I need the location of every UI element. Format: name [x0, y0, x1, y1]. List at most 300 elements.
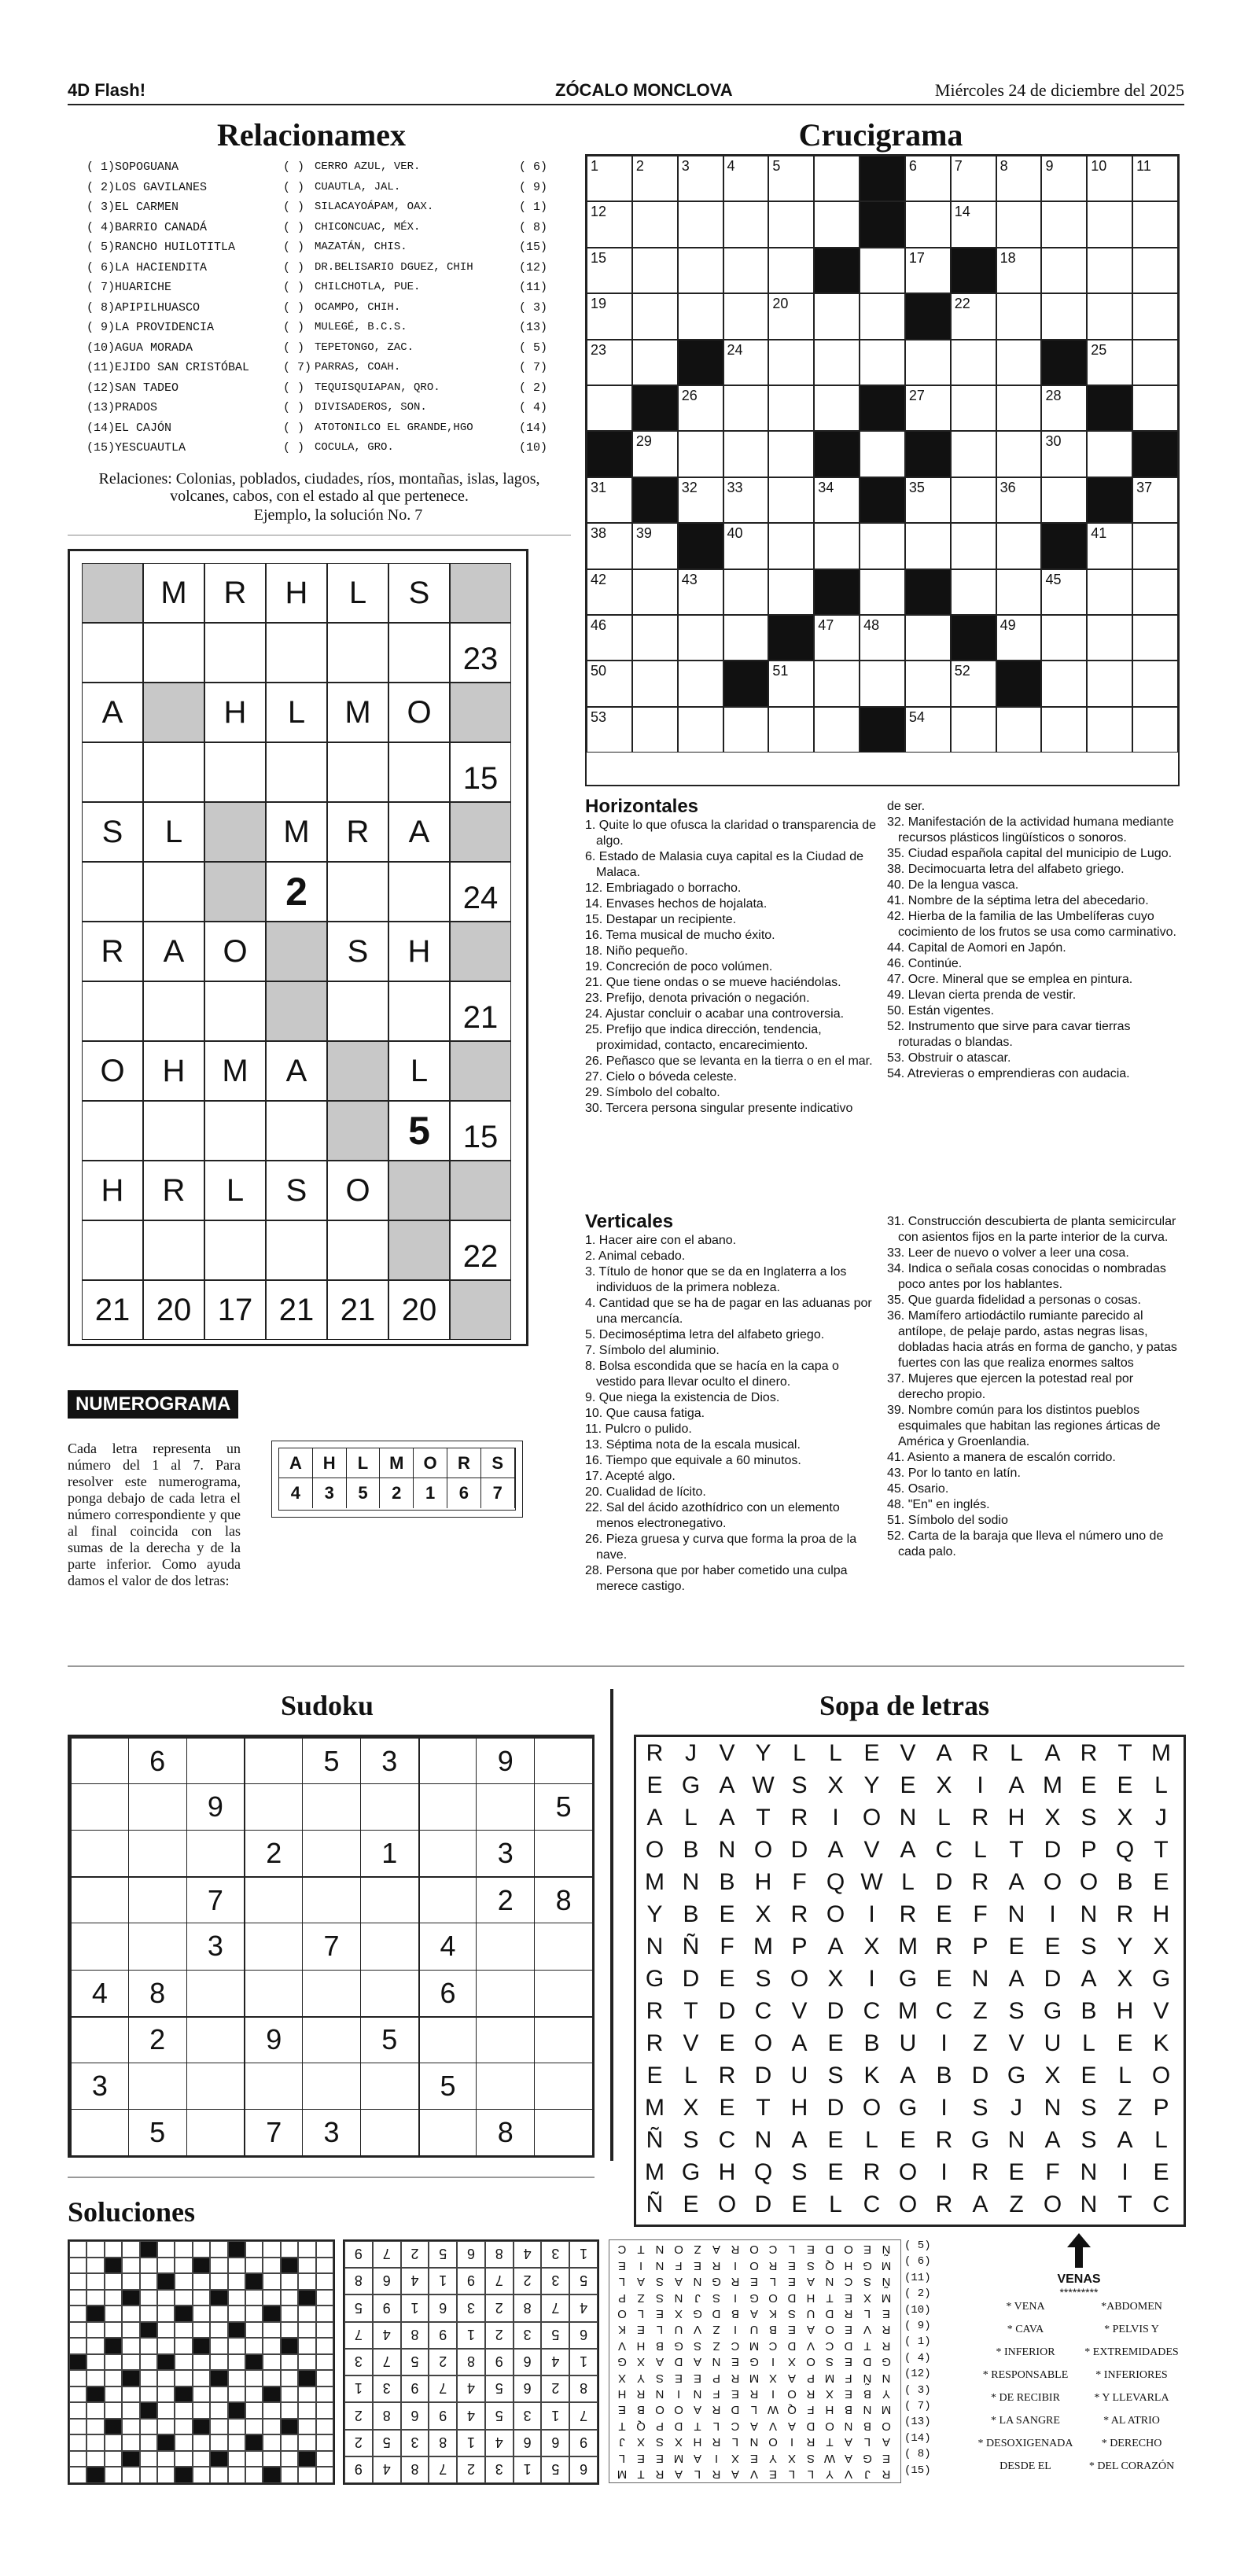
- sopa-letter: A: [1080, 1965, 1097, 1992]
- solution-sopa-letter: G: [693, 2307, 702, 2320]
- solution-crossword-cell: [228, 2467, 245, 2483]
- solution-sopa-letter: N: [655, 2243, 664, 2257]
- solution-crossword-cell: [228, 2419, 245, 2435]
- clue-number: 19: [591, 296, 607, 312]
- sudoku-cell: [186, 2109, 245, 2155]
- solution-sudoku-cell: 2: [541, 2375, 569, 2402]
- solution-sopa-letter: L: [788, 2243, 796, 2257]
- solution-sudoku-cell: 6: [514, 2430, 542, 2456]
- solution-sudoku-cell: 6: [514, 2375, 542, 2402]
- solution-sudoku-cell: 6: [541, 2430, 569, 2456]
- sopa-letter: A: [827, 1836, 844, 1863]
- solution-sopa-letter: D: [712, 2307, 721, 2320]
- solution-crossword-cell: [210, 2402, 227, 2419]
- sudoku-cell: [302, 1970, 360, 2016]
- solution-sopa-letter: D: [825, 2243, 834, 2257]
- crossword-cell: [905, 661, 951, 706]
- crossword-cell: [723, 340, 769, 385]
- crossword-cell: [860, 201, 905, 247]
- sudoku-cell: 8: [128, 1970, 186, 2016]
- sopa-letter: U: [899, 2030, 917, 2056]
- solution-sudoku-cell: 4: [514, 2241, 542, 2268]
- crossword-cell: [1041, 385, 1087, 431]
- crossword-cell: [678, 477, 723, 523]
- solution-sopa-letter: R: [636, 2387, 646, 2401]
- solution-sopa-letter: W: [767, 2403, 779, 2417]
- solution-crossword-cell: [245, 2402, 263, 2419]
- solution-sudoku-cell: 6: [401, 2402, 429, 2429]
- sopa-letter: T: [756, 2094, 771, 2121]
- clue-number: 1: [591, 158, 599, 174]
- sopa-letter: R: [790, 1804, 808, 1831]
- sudoku-cell: [128, 1830, 186, 1876]
- rel-answer-box: ( ): [283, 340, 305, 355]
- sopa-letter: N: [899, 1804, 917, 1831]
- solution-crossword-cell: [140, 2273, 157, 2290]
- crossword-cell: [723, 523, 769, 569]
- solution-crossword-cell: [210, 2273, 227, 2290]
- rel-right-item: SILACAYOÁPAM, OAX.: [315, 201, 434, 213]
- clue-number: 37: [1136, 479, 1153, 495]
- crossword-cell: [905, 615, 951, 661]
- solution-sopa-letter: L: [863, 2307, 871, 2320]
- crossword-cell: [860, 248, 905, 293]
- solution-sopa-letter: D: [825, 2307, 834, 2320]
- solution-sopa-letter: N: [749, 2435, 759, 2449]
- key-number: 5: [347, 1478, 381, 1508]
- clue-item: 31. Construcción descubierta de planta semicircular con asientos fijos en la parte interior de la curva.: [887, 1215, 1176, 1244]
- divider: [610, 1689, 613, 2161]
- sopa-letter: B: [863, 2030, 880, 2056]
- sopa-letter: N: [1007, 2126, 1025, 2153]
- sopa-letter: Z: [973, 2030, 988, 2056]
- sopa-letter: B: [1080, 1997, 1097, 2024]
- solution-sopa-letter: B: [845, 2403, 853, 2417]
- sopa-letter: Y: [755, 1739, 771, 1766]
- numerograma-cell: [450, 802, 511, 862]
- rel-right-item: CERRO AZUL, VER.: [315, 160, 421, 173]
- solution-sudoku-cell: 3: [485, 2456, 514, 2483]
- clue-item: 43. Por lo tanto en latín.: [887, 1466, 1021, 1480]
- solution-rel-num: ( 2): [904, 2287, 931, 2301]
- sopa-letter: Y: [1117, 1933, 1133, 1960]
- clue-item: 44. Capital de Aomori en Japón.: [887, 941, 1066, 955]
- solution-sopa-letter: M: [673, 2451, 684, 2465]
- crossword-cell: [951, 707, 996, 753]
- solution-sopa-letter: X: [826, 2387, 834, 2401]
- sopa-letter: N: [754, 2126, 772, 2153]
- relacionamex-example: Ejemplo, la solución No. 7: [253, 506, 423, 524]
- sopa-letter: E: [646, 2062, 663, 2088]
- venas-title: VENAS: [1057, 2272, 1101, 2286]
- solution-crossword-cell: [122, 2290, 139, 2306]
- solution-sopa-letter: L: [788, 2467, 796, 2481]
- solution-rel-num: (13): [904, 2416, 931, 2429]
- crossword-cell: [1087, 340, 1132, 385]
- solution-crossword-cell: [122, 2467, 139, 2483]
- sopa-letter: L: [1154, 1772, 1168, 1798]
- crossword-cell: [768, 523, 814, 569]
- sudoku-cell: [302, 1783, 360, 1830]
- crossword-cell: [1087, 385, 1132, 431]
- solution-rel-num: (14): [904, 2431, 931, 2445]
- solution-sopa-letter: A: [845, 2451, 853, 2465]
- crossword-cell: [632, 201, 678, 247]
- clue-number: 4: [727, 158, 735, 174]
- crossword-cell: [951, 156, 996, 201]
- sopa-letter: L: [1082, 2030, 1095, 2056]
- solution-crossword-cell: [263, 2273, 280, 2290]
- sopa-letter: Ñ: [682, 1933, 700, 1960]
- rel-right-item: OCAMPO, CHIH.: [315, 300, 401, 314]
- sopa-letter: R: [935, 2126, 953, 2153]
- solution-sopa-letter: Z: [712, 2323, 720, 2337]
- solution-crossword-cell: [210, 2354, 227, 2371]
- solution-crossword-cell: [157, 2386, 175, 2403]
- solution-crossword-cell: [263, 2434, 280, 2451]
- clue-item: 29. Símbolo del cobalto.: [585, 1086, 720, 1099]
- clue-item: 15. Destapar un recipiente.: [585, 913, 737, 926]
- solution-crossword-cell: [245, 2290, 263, 2306]
- clue-number: 35: [908, 479, 925, 495]
- venas-stars: *********: [1059, 2286, 1099, 2298]
- sudoku-cell: [418, 1783, 477, 1830]
- crossword-cell: [951, 569, 996, 615]
- clue-number: 51: [772, 663, 789, 679]
- crossword-cell: [723, 385, 769, 431]
- rel-left-item: ( 5)RANCHO HUILOTITLA: [87, 241, 236, 254]
- solution-crossword-cell: [210, 2370, 227, 2386]
- solution-sopa-letter: O: [674, 2243, 683, 2257]
- solution-sudoku-cell: 1: [457, 2430, 485, 2456]
- solution-sopa-letter: A: [675, 2275, 683, 2289]
- sopa-letter: P: [1153, 2094, 1169, 2121]
- solution-crossword-cell: [69, 2338, 87, 2354]
- solution-sudoku-cell: 6: [373, 2268, 401, 2294]
- sopa-letter: E: [1153, 2158, 1169, 2185]
- solution-sopa-letter: G: [863, 2451, 872, 2465]
- sudoku-cell: [534, 1970, 592, 2016]
- crossword-cell: [1041, 431, 1087, 477]
- solution-crossword-cell: [105, 2306, 122, 2322]
- sopa-letter: Z: [973, 1997, 988, 2024]
- clue-number: 2: [635, 158, 644, 174]
- rel-right-item: COCULA, GRO.: [315, 441, 394, 454]
- sopa-letter: A: [1008, 1772, 1025, 1798]
- sopa-letter: L: [1154, 2126, 1168, 2153]
- clue-item: 7. Símbolo del aluminio.: [585, 1344, 720, 1357]
- clue-number: 36: [1000, 479, 1016, 495]
- sudoku-cell: [534, 2109, 592, 2155]
- sopa-letter: C: [754, 1997, 772, 2024]
- solution-crossword-cell: [157, 2290, 175, 2306]
- crossword-cell: [860, 569, 905, 615]
- solution-sopa-letter: L: [712, 2419, 720, 2433]
- crossword-cell: [1041, 661, 1087, 706]
- clue-item: 42. Hierba de la familia de las Umbelíferas cuyo cocimiento de los frutos se usa como carminativo.: [887, 910, 1176, 939]
- sopa-letter: R: [646, 1997, 664, 2024]
- sopa-letter: R: [971, 2158, 989, 2185]
- solution-sopa-letter: O: [768, 2291, 778, 2305]
- solution-sopa-letter: O: [617, 2307, 627, 2320]
- crossword-cell: [1041, 615, 1087, 661]
- crossword-cell: [860, 293, 905, 339]
- solution-sopa-letter: E: [731, 2387, 740, 2401]
- solution-sopa-letter: I: [733, 2323, 738, 2337]
- crossword-cell: [951, 385, 996, 431]
- solution-sopa-letter: T: [618, 2419, 626, 2433]
- crossword-cell: [951, 615, 996, 661]
- solution-crossword-cell: [105, 2434, 122, 2451]
- clue-number: 49: [1000, 616, 1016, 633]
- solution-crossword-cell: [105, 2386, 122, 2403]
- solution-crossword-cell: [69, 2386, 87, 2403]
- venas-word: * DEL CORAZÓN: [1088, 2460, 1175, 2472]
- sopa-letter: E: [1080, 1772, 1097, 1798]
- clue-number: 54: [908, 708, 925, 725]
- solution-sudoku-cell: 5: [373, 2430, 401, 2456]
- solution-sopa-letter: R: [731, 2243, 740, 2257]
- numerograma-cell: M: [327, 683, 388, 742]
- clue-item: 46. Continúe.: [887, 957, 963, 970]
- solution-sopa-letter: Ñ: [882, 2243, 891, 2257]
- solution-crossword-cell: [175, 2434, 192, 2451]
- solution-crossword-cell: [175, 2419, 192, 2435]
- solution-crossword-cell: [245, 2434, 263, 2451]
- rel-left-item: (15)YESCUAUTLA: [87, 441, 186, 454]
- solution-crossword-cell: [69, 2451, 87, 2467]
- sopa-letter: M: [753, 1933, 773, 1960]
- sudoku-cell: 3: [186, 1923, 245, 1969]
- solution-crossword-cell: [298, 2370, 315, 2386]
- sopa-letter: X: [1117, 1965, 1133, 1992]
- clue-item: 48. "En" en inglés.: [887, 1498, 990, 1511]
- crucigrama-title: Crucigrama: [798, 117, 963, 153]
- sudoku-cell: [244, 1737, 302, 1783]
- solution-sopa-letter: X: [863, 2291, 872, 2305]
- numerograma-cell: [204, 1220, 266, 1280]
- solution-sopa-letter: T: [826, 2435, 834, 2449]
- solution-crossword-cell: [281, 2338, 298, 2354]
- crossword-cell: [905, 201, 951, 247]
- solution-sopa-letter: A: [712, 2243, 721, 2257]
- clue-number: 31: [591, 479, 607, 495]
- sopa-letter: N: [1080, 2158, 1098, 2185]
- sopa-letter: O: [862, 2094, 882, 2121]
- clue-number: 14: [954, 204, 970, 220]
- horizontales-col-a: [585, 796, 884, 1117]
- solution-crossword-cell: [105, 2338, 122, 2354]
- numerograma-cell: M: [143, 563, 204, 623]
- solution-crossword-cell: [316, 2434, 333, 2451]
- numerograma-cell: A: [266, 1041, 327, 1101]
- solution-crossword-cell: [69, 2419, 87, 2435]
- clue-item: 16. Tiempo que equivale a 60 minutos.: [585, 1454, 801, 1467]
- solution-crossword-cell: [140, 2451, 157, 2467]
- solution-sopa-letter: M: [881, 2258, 892, 2272]
- solution-sudoku-cell: 5: [401, 2349, 429, 2375]
- solution-crossword-cell: [316, 2402, 333, 2419]
- numerograma-cell: A: [82, 683, 143, 742]
- crossword-cell: [632, 340, 678, 385]
- solution-sopa-letter: D: [674, 2355, 683, 2369]
- sudoku-cell: 7: [186, 1876, 245, 1923]
- sopa-letter: E: [900, 2126, 916, 2153]
- sopa-letter: M: [645, 1868, 664, 1895]
- sopa-letter: G: [970, 2126, 990, 2153]
- rel-answer-box: ( 7): [283, 361, 312, 374]
- solution-sopa-letter: H: [636, 2339, 646, 2353]
- solution-crossword-cell: [140, 2354, 157, 2371]
- sopa-letter: E: [900, 1772, 916, 1798]
- solution-crossword-cell: [281, 2290, 298, 2306]
- solution-crossword-cell: [281, 2370, 298, 2386]
- crossword-cell: [1087, 293, 1132, 339]
- crossword-cell: [814, 156, 860, 201]
- crossword-cell: [1041, 523, 1087, 569]
- clue-item: de ser.: [887, 800, 926, 813]
- solution-sopa-letter: E: [694, 2258, 702, 2272]
- solution-crossword-cell: [140, 2338, 157, 2354]
- solution-sopa-letter: T: [637, 2243, 645, 2257]
- solution-sudoku-cell: 4: [457, 2375, 485, 2402]
- sopa-letter: C: [935, 1997, 953, 2024]
- sopa-letter: Z: [1117, 2094, 1132, 2121]
- rel-answer-box: ( ): [283, 421, 305, 435]
- numerograma-cell: R: [82, 922, 143, 981]
- solution-crossword-cell: [245, 2354, 263, 2371]
- solution-sopa-letter: R: [806, 2435, 815, 2449]
- crossword-cell: [632, 385, 678, 431]
- clue-item: 33. Leer de nuevo o volver a leer una cosa.: [887, 1246, 1129, 1260]
- solution-sopa-letter: L: [769, 2275, 777, 2289]
- clue-item: 17. Acepté algo.: [585, 1470, 676, 1483]
- rel-left-item: ( 4)BARRIO CANADÁ: [87, 220, 208, 234]
- solution-crossword-cell: [157, 2402, 175, 2419]
- crossword-cell: [723, 293, 769, 339]
- solution-crossword-cell: [69, 2273, 87, 2290]
- solution-sopa-letter: V: [769, 2419, 778, 2433]
- clue-number: 50: [591, 663, 607, 679]
- venas-word: * PELVIS Y: [1104, 2324, 1159, 2335]
- solution-sopa-letter: L: [618, 2275, 626, 2289]
- solution-sopa-letter: E: [769, 2467, 778, 2481]
- solution-crossword-cell: [105, 2451, 122, 2467]
- clue-number: 6: [908, 158, 917, 174]
- solution-sopa-letter: S: [788, 2307, 797, 2320]
- numerograma-cell: [266, 623, 327, 683]
- solution-crossword-cell: [87, 2370, 104, 2386]
- solution-sopa-letter: E: [788, 2258, 797, 2272]
- clue-number: 32: [681, 479, 698, 495]
- solution-sudoku-cell: 9: [373, 2294, 401, 2321]
- horizontales-col-b: [887, 799, 1178, 1082]
- solution-crossword-cell: [140, 2258, 157, 2274]
- solution-sopa-letter: N: [655, 2387, 664, 2401]
- sopa-letter: E: [1008, 2158, 1025, 2185]
- numerograma-cell: [82, 1101, 143, 1161]
- solution-sopa-letter: O: [674, 2403, 683, 2417]
- crossword-cell: [587, 293, 632, 339]
- crossword-cell: [587, 201, 632, 247]
- sudoku-cell: [186, 1830, 245, 1876]
- sopa-letter: C: [935, 1836, 953, 1863]
- sopa-letter: J: [1155, 1804, 1167, 1831]
- clue-item: 1. Quite lo que ofusca la claridad o transparencia de algo.: [585, 819, 877, 848]
- sopa-letter: D: [826, 1997, 845, 2024]
- crossword-cell: [1087, 707, 1132, 753]
- solution-sopa-letter: M: [749, 2339, 760, 2353]
- key-letter: M: [380, 1448, 414, 1478]
- horizontales-heading: Horizontales: [585, 796, 699, 817]
- rel-left-item: (12)SAN TADEO: [87, 381, 179, 395]
- solution-sopa-letter: L: [656, 2323, 664, 2337]
- sopa-letter: S: [1080, 2094, 1097, 2121]
- numerograma-cell: L: [327, 563, 388, 623]
- sopa-letter: X: [827, 1965, 844, 1992]
- numerograma-cell: [388, 1161, 450, 1220]
- crossword-cell: [905, 156, 951, 201]
- sudoku-cell: [418, 1830, 477, 1876]
- solution-sopa-letter: F: [712, 2387, 720, 2401]
- crossword-cell: [1041, 293, 1087, 339]
- sudoku-cell: [534, 1737, 592, 1783]
- solution-sudoku-cell: 1: [569, 2241, 598, 2268]
- solution-crossword-cell: [193, 2338, 210, 2354]
- solution-sopa-letter: H: [617, 2387, 627, 2401]
- venas-box: [974, 2233, 1184, 2493]
- crossword-cell: [951, 293, 996, 339]
- crossword-cell: [905, 340, 951, 385]
- solution-sudoku-cell: 2: [485, 2322, 514, 2349]
- sudoku-cell: [418, 1876, 477, 1923]
- clue-item: 8. Bolsa escondida que se hacía en la capa o vestido para llevar oculto el dinero.: [585, 1360, 839, 1389]
- sopa-letter: M: [645, 2094, 664, 2121]
- solution-crossword-cell: [122, 2386, 139, 2403]
- venas-word: * AL ATRIO: [1103, 2415, 1160, 2427]
- clue-item: 24. Ajustar concluir o acabar una controversia.: [585, 1007, 845, 1021]
- solution-sopa-letter: R: [882, 2467, 891, 2481]
- solution-sopa-letter: A: [807, 2323, 815, 2337]
- solution-crossword-cell: [193, 2419, 210, 2435]
- clue-number: 45: [1045, 571, 1062, 587]
- sopa-letter: T: [1009, 1836, 1024, 1863]
- solution-sudoku-cell: 5: [541, 2322, 569, 2349]
- solution-crossword-cell: [175, 2338, 192, 2354]
- solution-sopa-letter: X: [618, 2371, 627, 2385]
- sopa-letter: L: [937, 1804, 951, 1831]
- sopa-letter: L: [684, 1804, 698, 1831]
- numerograma-cell: [450, 1161, 511, 1220]
- solution-crossword-cell: [228, 2306, 245, 2322]
- clue-number: 20: [772, 296, 789, 312]
- page-header: [68, 77, 1184, 105]
- solution-sopa-letter: D: [844, 2339, 853, 2353]
- crossword-cell: [587, 523, 632, 569]
- crossword-cell: [814, 477, 860, 523]
- solution-sopa-letter: G: [617, 2355, 627, 2369]
- solution-sopa-letter: N: [693, 2275, 702, 2289]
- clue-item: 3. Título de honor que se da en Inglaterra a los individuos de la primera nobleza.: [585, 1265, 847, 1294]
- crossword-cell: [723, 248, 769, 293]
- key-number: 6: [447, 1478, 481, 1508]
- crossword-cell: [905, 293, 951, 339]
- crossword-cell: [905, 385, 951, 431]
- sudoku-cell: 2: [128, 2016, 186, 2063]
- sopa-letter: M: [1043, 1772, 1062, 1798]
- clue-number: 53: [591, 708, 607, 725]
- crossword-cell: [860, 340, 905, 385]
